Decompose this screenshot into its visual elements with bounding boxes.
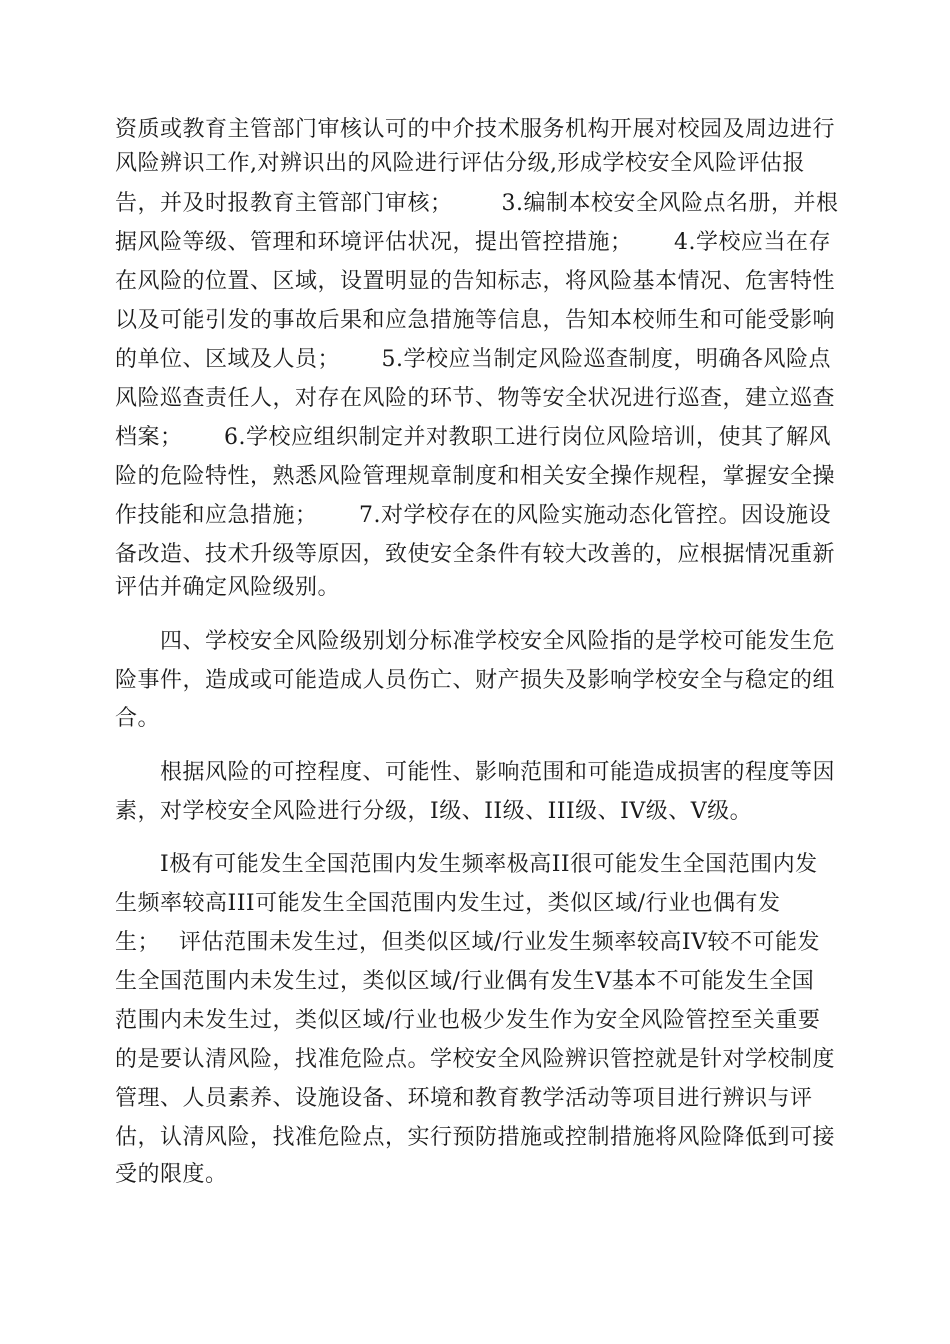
text-line: 备改造、技术升级等原因，致使安全条件有较大改善的，应根据情况重新 [115,542,836,567]
text-line: 评估并确定风险级别。 [115,575,341,600]
text-line: 作技能和应急措施； 7.对学校存在的风险实施动态化管控。因设施设 [115,503,831,528]
text-line: 告，并及时报教育主管部门审核； 3.编制本校安全风险点名册，并根 [115,191,839,216]
text-line: 估，认清风险，找准危险点，实行预防措施或控制措施将风险降低到可接 [115,1125,836,1150]
text-line: 管理、人员素养、设施设备、环境和教育教学活动等项目进行辨识与评 [115,1086,813,1111]
text-line: 生频率较高III可能发生全国范围内发生过，类似区域/行业也偶有发 [115,891,781,916]
text-line: I极有可能发生全国范围内发生频率极高II很可能发生全国范围内发 [115,852,818,877]
text-line: 的是要认清风险，找准危险点。学校安全风险辨识管控就是针对学校制度 [115,1047,836,1072]
text-line: 险的危险特性，熟悉风险管理规章制度和相关安全操作规程，掌握安全操 [115,464,836,489]
text-line: 受的限度。 [115,1162,228,1187]
text-line: 在风险的位置、区域，设置明显的告知标志，将风险基本情况、危害特性 [115,269,836,294]
text-line: 资质或教育主管部门审核认可的中介技术服务机构开展对校园及周边进行 [115,117,836,142]
text-line: 风险辨识工作,对辨识出的风险进行评估分级,形成学校安全风险评估报 [115,151,805,176]
text-line: 四、学校安全风险级别划分标准学校安全风险指的是学校可能发生危 [115,629,836,654]
text-line: 以及可能引发的事故后果和应急措施等信息，告知本校师生和可能受影响 [115,308,836,333]
text-line: 根据风险的可控程度、可能性、影响范围和可能造成损害的程度等因 [115,760,836,785]
text-line: 险事件，造成或可能造成人员伤亡、财产损失及影响学校安全与稳定的组 [115,668,836,693]
text-line: 据风险等级、管理和环境评估状况，提出管控措施； 4.学校应当在存 [115,230,831,255]
text-line: 风险巡查责任人，对存在风险的环节、物等安全状况进行巡查，建立巡查 [115,386,836,411]
text-line: 合。 [115,706,161,731]
text-line: 范围内未发生过，类似区域/行业也极少发生作为安全风险管控至关重要 [115,1008,821,1033]
text-line: 生； 评估范围未发生过，但类似区域/行业发生频率较高IV较不可能发 [115,930,820,955]
text-line: 档案； 6.学校应组织制定并对教职工进行岗位风险培训，使其了解风 [115,425,831,450]
text-line: 素，对学校安全风险进行分级，I级、II级、III级、IV级、V级。 [115,799,753,824]
text-line: 的单位、区域及人员； 5.学校应当制定风险巡查制度，明确各风险点 [115,347,831,372]
text-line: 生全国范围内未发生过，类似区域/行业偶有发生V基本不可能发生全国 [115,969,815,994]
